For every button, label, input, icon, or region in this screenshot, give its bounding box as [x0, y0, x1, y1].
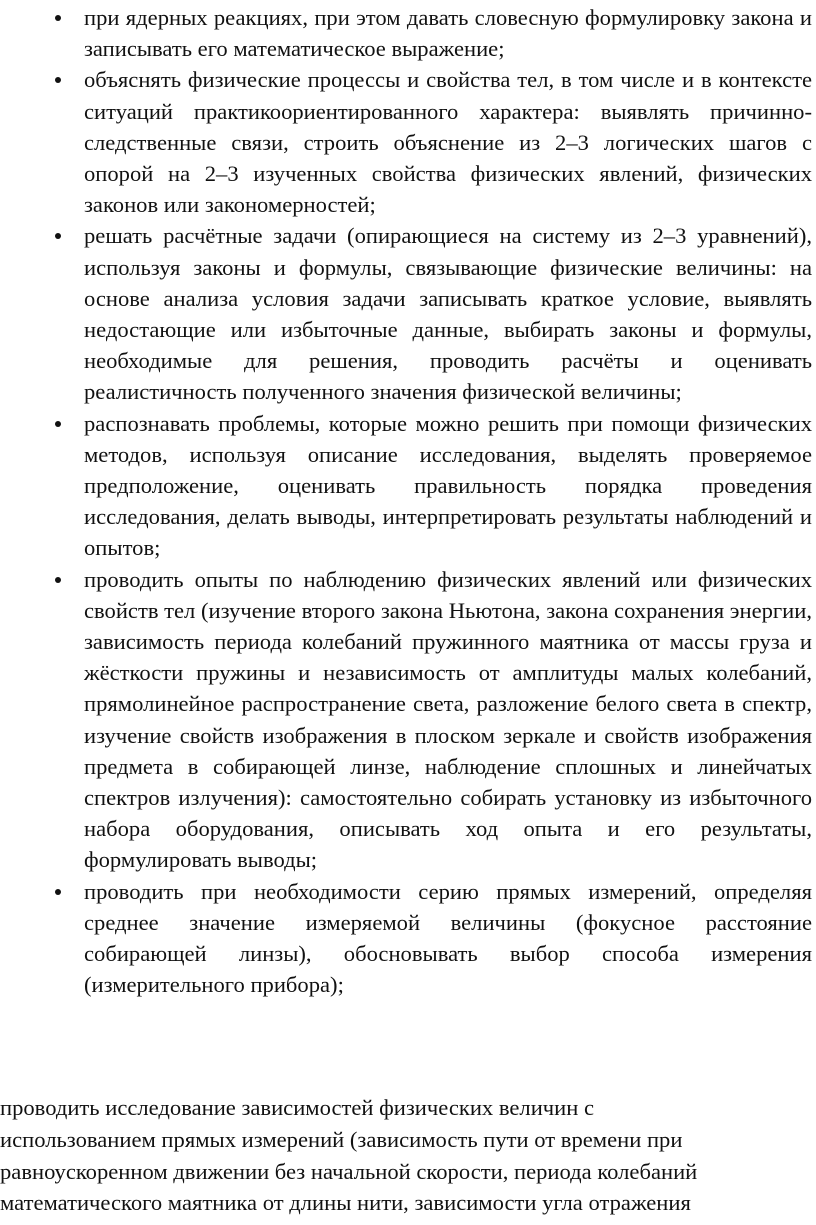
list-item-text: решать расчётные задачи (опирающиеся на систему из 2–3 уравнений), используя законы и формулы, связывающие физические величины: на основе анализа условия задачи записывать краткое условие, выявлять недостающие или избыточные данные, выбирать законы и формулы, необходимые для решения, проводить расчёты и оценивать реалистичность полученного значения физической величины; [84, 223, 812, 405]
list-item [0, 2, 816, 64]
list-item [0, 564, 816, 876]
paragraph-line: математического маятника от длины нити, зависимости угла отражения [0, 1190, 691, 1216]
bullet-icon [55, 15, 61, 21]
list-item [0, 220, 816, 407]
paragraph-line: использованием прямых измерений (зависимость пути от времени при [0, 1126, 683, 1152]
list-item-text: объяснять физические процессы и свойства тел, в том числе и в контексте ситуаций практикоориентированного характера: выявлять причинно-следственные связи, строить объяснение из 2–3 логических шагов с опорой на 2–3 изученных свойства физических явлений, физических законов или закономерностей; [84, 67, 812, 218]
bullet-icon [55, 421, 61, 427]
bullet-icon [55, 77, 61, 83]
list-item-text: распознавать проблемы, которые можно решить при помощи физических методов, используя описание исследования, выделять проверяемое предположение, оценивать правильность порядка проведения исследования, делать выводы, интерпретировать результаты наблюдений и опытов; [84, 410, 812, 561]
bullet-list [0, 2, 816, 1001]
list-item-text: проводить опыты по наблюдению физических явлений или физических свойств тел (изучение второго закона Ньютона, закона сохранения энергии, зависимость периода колебаний пружинного маятника от массы груза и жёсткости пружины и независимость от амплитуды малых колебаний, прямолинейное распространение света, разложение белого света в спектр, изучение свойств изображения в плоском зеркале и свойств изображения предмета в собирающей линзе, наблюдение сплошных и линейчатых спектров излучения): самостоятельно собирать установку из избыточного набора оборудования, описывать ход опыта и его результаты, формулировать выводы; [84, 566, 812, 873]
list-item [0, 408, 816, 564]
list-item [0, 64, 816, 220]
bullet-icon [55, 889, 61, 895]
list-item-text: при ядерных реакциях, при этом давать словесную формулировку закона и записывать его математическое выражение; [84, 5, 812, 62]
paragraph-line: равноускоренном движении без начальной скорости, периода колебаний [0, 1158, 698, 1184]
trailing-paragraph [0, 1092, 790, 1219]
paragraph-line: проводить исследование зависимостей физических величин с [0, 1095, 595, 1120]
bullet-icon [55, 577, 61, 583]
bullet-icon [55, 233, 61, 239]
list-item-text: проводить при необходимости серию прямых измерений, определяя среднее значение измеряемой величины (фокусное расстояние собирающей линзы), обосновывать выбор способа измерения (измерительного прибора); [84, 878, 812, 998]
list-item [0, 876, 816, 1001]
